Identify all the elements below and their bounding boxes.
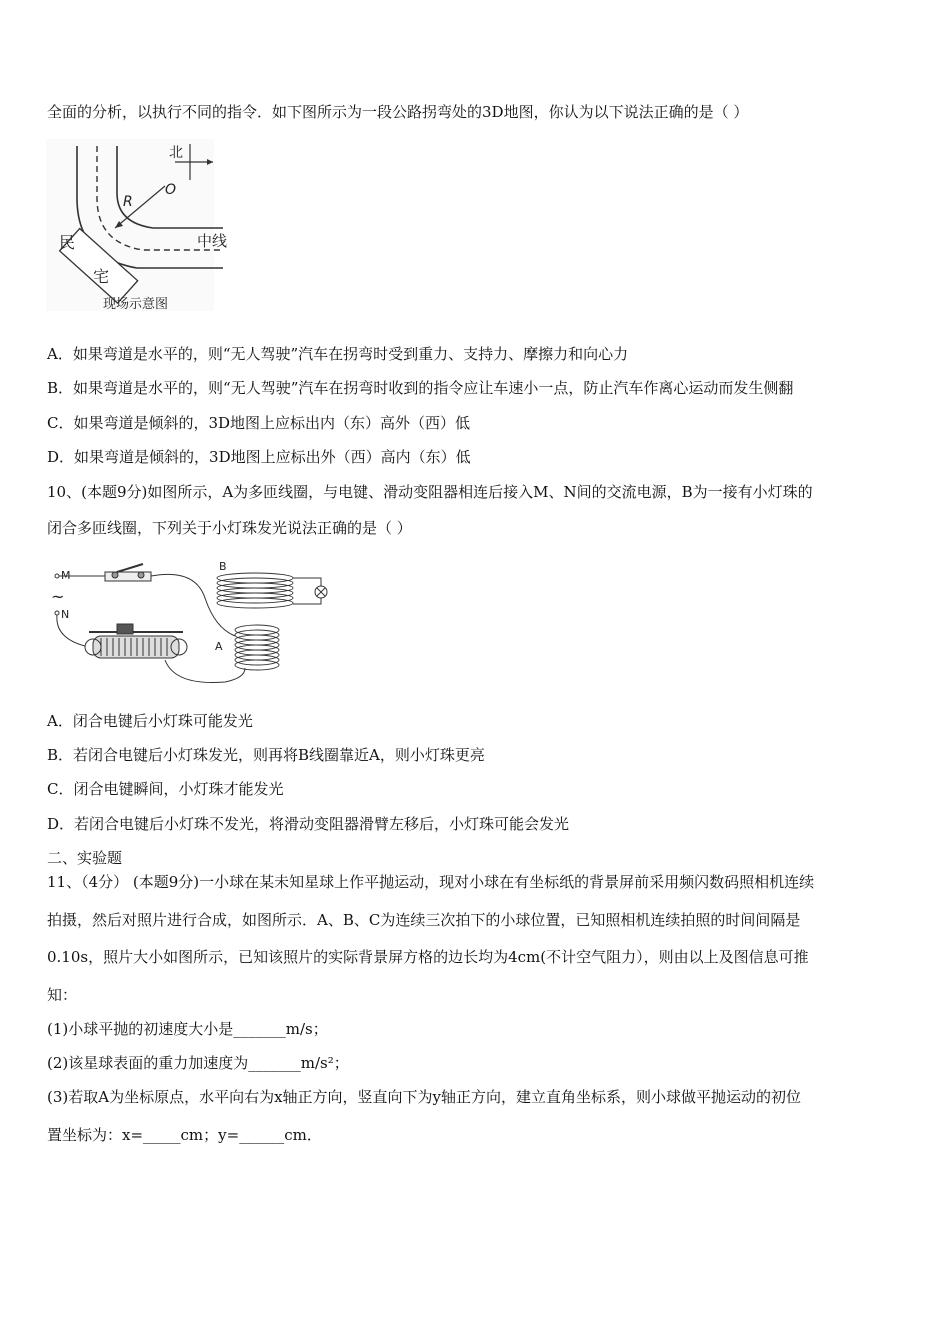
radius-label: R <box>123 194 133 210</box>
q10-option-b: B．若闭合电键后小灯珠发光，则再将B线圈靠近A，则小灯珠更亮 <box>47 746 485 764</box>
q11-line-2: 拍摄，然后对照片进行合成，如图所示．A、B、C为连续三次拍下的小球位置，已知照相机连续拍照的时间间隔是 <box>47 911 801 929</box>
q11-line-3: 0.10s，照片大小如图所示，已知该照片的实际背景屏方格的边长均为4cm(不计空气阻力），则由以上及图信息可推 <box>47 948 809 966</box>
section-title: 二、实验题 <box>47 849 123 867</box>
house-char-1: 民 <box>59 233 76 252</box>
q9-option-c: C．如果弯道是倾斜的，3D地图上应标出内（东）高外（西）低 <box>47 414 471 432</box>
terminal-n-label: N <box>61 608 70 621</box>
rheostat-slider <box>117 624 133 634</box>
q9-option-a: A．如果弯道是水平的，则“无人驾驶”汽车在拐弯时受到重力、支持力、摩擦力和向心力 <box>47 345 629 363</box>
terminal-m <box>55 574 59 578</box>
q11-line-1: 11、（4分） (本题9分)一小球在某未知星球上作平抛运动，现对小球在有坐标纸的背景屏前采用频闪数码照相机连续 <box>47 873 815 891</box>
coil-a-label: A <box>215 640 223 653</box>
road-curve-figure <box>45 138 245 318</box>
switch-lever <box>117 564 143 572</box>
q11-sub-2: (2)该星球表面的重力加速度为_______m/s²； <box>47 1054 349 1072</box>
q11-sub-3a: (3)若取A为坐标原点，水平向右为x轴正方向，竖直向下为y轴正方向，建立直角坐标系，则小球做平抛运动的初位 <box>47 1088 802 1106</box>
q10-line-1: 10、(本题9分)如图所示，A为多匝线圈，与电键、滑动变阻器相连后接入M、N间的交流电源，B为一接有小灯珠的 <box>47 483 813 501</box>
coil-a <box>235 625 279 670</box>
q10-option-a: A．闭合电键后小灯珠可能发光 <box>47 712 253 730</box>
q11-sub-3b: 置坐标为：x=_____cm；y=______cm． <box>47 1126 322 1144</box>
q9-option-b: B．如果弯道是水平的，则“无人驾驶”汽车在拐弯时收到的指令应让车速小一点，防止汽车作离心运动而发生侧翻 <box>47 379 794 397</box>
rheostat-body <box>93 636 179 658</box>
terminal-n <box>55 611 59 615</box>
q11-line-4: 知： <box>47 986 78 1004</box>
terminal-m-label: M <box>61 569 71 582</box>
coil-b-label: B <box>219 560 227 573</box>
q10-option-d: D．若闭合电键后小灯珠不发光，将滑动变阻器滑臂左移后，小灯珠可能会发光 <box>47 815 570 833</box>
q11-sub-1: (1)小球平抛的初速度大小是_______m/s； <box>47 1020 328 1038</box>
center-label: O <box>165 182 177 198</box>
ac-source-symbol: ~ <box>51 587 65 606</box>
coil-circuit-figure <box>45 558 335 688</box>
coil-b <box>217 573 293 608</box>
north-label: 北 <box>169 145 183 161</box>
midline-label: 中线 <box>197 232 228 250</box>
q10-option-c: C．闭合电键瞬间，小灯珠才能发光 <box>47 780 284 798</box>
figure-caption: 现场示意图 <box>103 297 169 312</box>
q10-line-2: 闭合多匝线圈，下列关于小灯珠发光说法正确的是（ ） <box>47 519 412 537</box>
intro-line: 全面的分析，以执行不同的指令．如下图所示为一段公路拐弯处的3D地图，你认为以下说法正确的是（ ） <box>47 103 749 121</box>
house-char-2: 宅 <box>93 267 110 286</box>
q9-option-d: D．如果弯道是倾斜的，3D地图上应标出外（西）高内（东）低 <box>47 448 471 466</box>
